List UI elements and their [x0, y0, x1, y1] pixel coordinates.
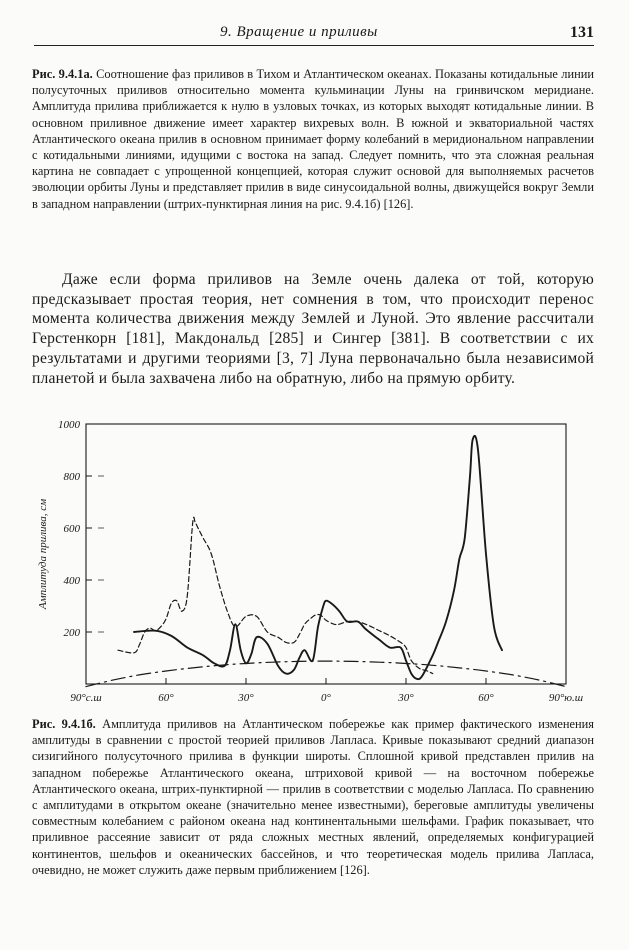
x-tick-label: 30° [238, 692, 254, 704]
figure-tide-amplitude-chart [28, 414, 603, 714]
caption-a-text: Соотношение фаз приливов в Тихом и Атлантическом океанах. Показаны котидальные линии полусуточных приливов относительно момента кульминации Луны на гринвичском меридиане. Амплитуда прилива приближается к нулю в узловых точках, из которых выходят котидальные линии. В основном приливное движение имеет характер вихревых волн. В южной и экваториальной частях Атлантического океана прилив в основном принимает форму колебаний в меридиональном направлении с котидальными линиями, идущими с востока на запад. Следует помнить, что эта сложная реальная картина не совпадает с упрощенной концепцией, которая служит основой для выполняемых расчетов эволюции орбиты Луны и представляет прилив в виде синусоидальной волны, движущейся вокруг Земли в западном направлении (штрих-пунктирная линия на рис. 9.4.1б) [126]. [32, 67, 594, 211]
series-line-solid [134, 436, 502, 679]
caption-b-text: Амплитуда приливов на Атлантическом побережье как пример фактического изменения амплитуды в сравнении с простой теорией приливов Лапласа. Кривые показывают средний диапазон сизигийного полусуточного прилива в функции широты. Сплошной кривой представлен прилив на западном побережье Атлантического океана, штриховой кривой — на восточном побережье Атлантического океана, штрих-пунктирной — прилив в соответствии с моделью Лапласа. По сравнению с амплитудами в открытом океане (значительно менее известными), береговые амплитуды увеличены совместным колебанием с районом океана над континентальными шельфами. График показывает, что приливное рассеяние зависит от ряда сложных местных явлений, определяемых конфигурацией континентов, шельфов и океанических бассейнов, и что теоретическая модель прилива Лапласа, очевидно, не может служить даже первым приближением [126]. [32, 717, 594, 877]
caption-b-label: Рис. 9.4.1б. [32, 717, 96, 731]
tide-amplitude-chart [28, 414, 603, 714]
running-title: 9. Вращение и приливы [220, 24, 378, 40]
y-tick-label: 1000 [58, 419, 80, 431]
chart-axes [86, 424, 566, 684]
figure-caption-b [32, 716, 594, 878]
y-axis-label: Амплитуда прилива, см [37, 498, 49, 610]
y-tick-label: 800 [63, 471, 80, 483]
figure-caption-a [32, 66, 594, 212]
header-rule [34, 45, 594, 46]
caption-a-label: Рис. 9.4.1а. [32, 67, 93, 81]
chart-series [86, 436, 566, 687]
chart-ticks [86, 424, 566, 684]
x-tick-label: 0° [321, 692, 331, 704]
x-tick-label: 60° [158, 692, 174, 704]
plot-frame [86, 424, 566, 684]
x-tick-label: 90°ю.ш [548, 692, 584, 704]
body-paragraph: Даже если форма приливов на Земле очень далека от той, которую предсказывает простая теория, нет сомнения в том, что происходит перенос момента количества движения между Землей и Луной. Это явление рассчитали Герстенкорн [181], Макдональд [285] и Сингер [381]. В соответствии с их результатами и другими теориями [3, 7] Луна первоначально была независимой планетой и была захвачена либо на обратную, либо на прямую орбиту. [32, 271, 594, 387]
y-tick-label: 200 [63, 627, 80, 639]
page-number: 131 [570, 24, 594, 41]
y-tick-label: 600 [63, 523, 80, 535]
x-tick-label: 90°с.ш [70, 692, 102, 704]
y-tick-label: 400 [63, 575, 80, 587]
series-line-dashed [118, 517, 433, 673]
x-tick-label: 60° [478, 692, 494, 704]
x-tick-label: 30° [398, 692, 414, 704]
running-header [34, 24, 594, 44]
